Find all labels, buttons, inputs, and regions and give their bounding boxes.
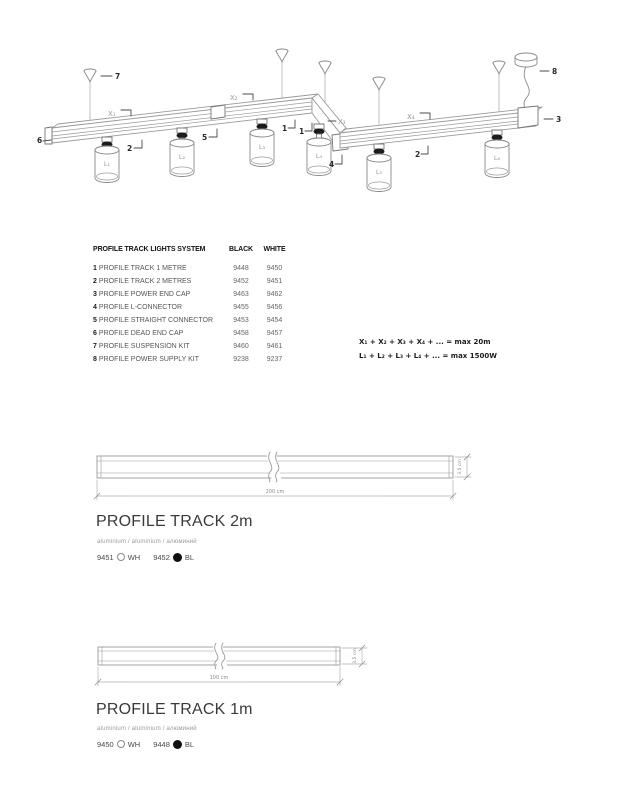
black-code: 9460: [233, 343, 249, 350]
row-name: PROFILE POWER SUPPLY KIT: [98, 356, 200, 363]
white-variant-code: 9450: [97, 739, 114, 749]
length-label-2m: 200 cm: [265, 489, 285, 495]
max-power-note: L₁ + L₂ + L₃ + L₄ + ... = max 1500W: [359, 352, 497, 360]
spot-light: [95, 137, 119, 183]
row-name: PROFILE POWER END CAP: [98, 291, 191, 298]
suspension-cone: [319, 61, 331, 74]
row-number: 3: [93, 291, 97, 298]
black-code: 9458: [233, 330, 249, 337]
black-variant-label: BL: [184, 739, 195, 749]
callout-7: 7: [115, 72, 121, 81]
table-row: [93, 314, 293, 327]
light-label: L₂: [178, 153, 186, 161]
power-supply-kit: [515, 53, 537, 111]
dimension-drawing-1m: [95, 643, 367, 686]
table-row: [93, 288, 293, 301]
black-code: 9452: [233, 278, 249, 285]
black-color-swatch-icon: [173, 553, 182, 562]
row-name: PROFILE SUSPENSION KIT: [98, 343, 190, 350]
white-variant-code: 9451: [97, 552, 114, 562]
segment-label-x4: X₄: [407, 113, 415, 121]
dead-end-cap: [45, 127, 52, 144]
white-code: 9457: [266, 330, 283, 337]
height-label-2m: 3.5 cm: [458, 459, 463, 475]
table-row: [93, 301, 293, 314]
dimension-drawing-2m: [94, 452, 471, 500]
suspension-kit-cones: [84, 49, 505, 90]
light-label: L₄: [315, 152, 323, 160]
callout-3: 3: [556, 115, 562, 124]
black-code: 9448: [233, 265, 249, 272]
row-number: 1: [93, 265, 97, 272]
black-code: 9238: [233, 356, 249, 363]
row-name: PROFILE DEAD END CAP: [98, 330, 184, 337]
white-code: 9456: [266, 304, 283, 311]
white-code: 9462: [266, 291, 283, 298]
parts-table-header: [93, 243, 293, 256]
product-codes-2m: [97, 551, 194, 563]
suspension-cone: [373, 77, 385, 90]
white-code: 9461: [266, 343, 283, 350]
segment-label-x2: X₂: [230, 94, 238, 102]
white-color-swatch-icon: [117, 553, 125, 561]
suspension-cone: [276, 49, 288, 62]
black-color-swatch-icon: [173, 740, 182, 749]
callout-2: 2: [127, 144, 133, 153]
row-number: 6: [93, 330, 97, 337]
light-label: L₁: [103, 160, 111, 168]
callout-5: 5: [202, 133, 208, 142]
track-run-2: [340, 107, 542, 148]
black-code: 9453: [233, 317, 249, 324]
callout-1: 1: [282, 124, 288, 133]
row-name: PROFILE TRACK 2 METRES: [98, 278, 192, 285]
row-name: PROFILE STRAIGHT CONNECTOR: [98, 317, 213, 324]
parts-table: [93, 243, 293, 366]
spot-light: [170, 128, 194, 177]
callout-2: 2: [415, 150, 421, 159]
product-materials-2m: aluminium / aluminium / алюминий: [97, 539, 197, 545]
product-codes-1m: [97, 738, 194, 750]
white-variant-label: WH: [127, 739, 141, 749]
column-black: BLACK: [229, 246, 253, 253]
spot-light: [485, 130, 509, 178]
row-number: 2: [93, 278, 97, 285]
product-materials-1m: aluminium / aluminium / алюминий: [97, 726, 197, 732]
black-code: 9463: [233, 291, 249, 298]
product-title-2m: PROFILE TRACK 2m: [96, 513, 253, 530]
table-row: [93, 262, 293, 275]
white-variant-label: WH: [127, 552, 141, 562]
table-row: [93, 353, 293, 366]
suspension-cone: [84, 69, 96, 82]
row-number: 4: [93, 304, 97, 311]
track-system-diagram: [37, 49, 561, 192]
max-load-notes: [359, 338, 509, 366]
row-name: PROFILE L-CONNECTOR: [98, 304, 183, 311]
segment-label-x3: X₃: [338, 118, 346, 126]
length-label-1m: 100 cm: [209, 675, 229, 681]
spot-light: [367, 144, 391, 192]
white-code: 9237: [266, 356, 283, 363]
callout-4: 4: [329, 160, 335, 169]
row-number: 5: [93, 317, 97, 324]
white-color-swatch-icon: [117, 740, 125, 748]
black-variant-label: BL: [184, 552, 195, 562]
callout-6: 6: [37, 136, 43, 145]
black-code: 9455: [233, 304, 249, 311]
row-number: 7: [93, 343, 97, 350]
row-number: 8: [93, 356, 97, 363]
light-label: L₅: [375, 168, 383, 176]
light-label: L₆: [493, 154, 501, 162]
white-code: 9454: [266, 317, 283, 324]
row-name: PROFILE TRACK 1 METRE: [98, 265, 187, 272]
column-white: WHITE: [263, 246, 286, 253]
white-code: 9451: [266, 278, 283, 285]
suspension-cone: [493, 61, 505, 74]
height-label-1m: 3.5 cm: [353, 648, 358, 664]
callout-8: 8: [552, 67, 558, 76]
table-row: [93, 275, 293, 288]
max-length-note: X₁ + X₂ + X₃ + X₄ + ... = max 20m: [359, 338, 491, 346]
callout-1: 1: [299, 127, 305, 136]
light-label: L₃: [258, 143, 266, 151]
segment-label-x1: X₁: [108, 110, 116, 118]
table-row: [93, 327, 293, 340]
spot-light: [250, 119, 274, 167]
power-end-cap: [518, 106, 538, 128]
black-variant-code: 9452: [153, 552, 170, 562]
straight-connector: [211, 105, 225, 119]
black-variant-code: 9448: [153, 739, 170, 749]
table-row: [93, 340, 293, 353]
white-code: 9450: [266, 265, 283, 272]
table-title: PROFILE TRACK LIGHTS SYSTEM: [93, 246, 206, 253]
product-title-1m: PROFILE TRACK 1m: [96, 701, 253, 718]
